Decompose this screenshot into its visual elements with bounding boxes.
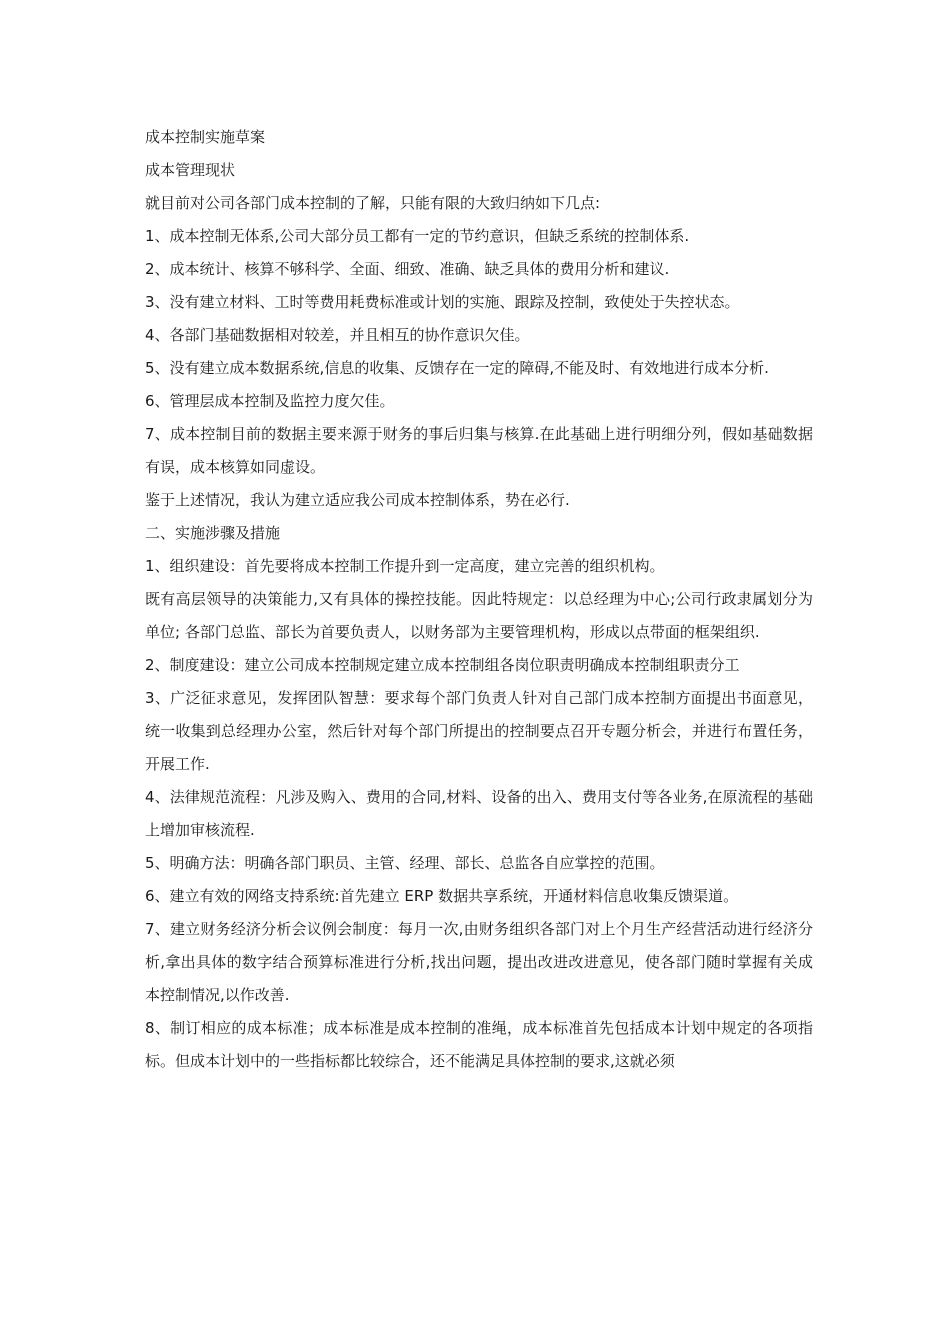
list-item-step-3: 3、广泛征求意见，发挥团队智慧：要求每个部门负责人针对自己部门成本控制方面提出书面意见，统一收集到总经理办公室，然后针对每个部门所提出的控制要点召开专题分析会，并进行布置任务，开展工作. [145,689,813,773]
list-item-step-6: 6、建立有效的网络支持系统:首先建立 ERP 数据共享系统，开通材料信息收集反馈渠道。 [145,887,739,905]
list-item-status-5: 5、没有建立成本数据系统,信息的收集、反馈存在一定的障碍,不能及时、有效地进行成本分析. [145,359,769,377]
section-heading-steps: 二、实施涉骤及措施 [145,524,281,542]
paragraph-step-1-detail: 既有高层领导的决策能力,又有具体的操控技能。因此特规定：以总经理为中心;公司行政隶属划分为单位; 各部门总监、部长为首要负责人，以财务部为主要管理机构，形成以点带面的框架组织. [145,590,813,641]
list-item-status-1: 1、成本控制无体系,公司大部分员工都有一定的节约意识，但缺乏系统的控制体系. [145,227,690,245]
list-item-step-4: 4、法律规范流程：凡涉及购入、费用的合同,材料、设备的出入、费用支付等各业务,在原流程的基础上增加审核流程. [145,788,813,839]
list-item-step-8: 8、制订相应的成本标准；成本标准是成本控制的准绳，成本标准首先包括成本计划中规定的各项指标。但成本计划中的一些指标都比较综合，还不能满足具体控制的要求,这就必须 [145,1019,813,1070]
list-item-step-7: 7、建立财务经济分析会议例会制度：每月一次,由财务组织各部门对上个月生产经营活动进行经济分析,拿出具体的数字结合预算标准进行分析,找出问题，提出改进改进意见，使各部门随时掌握有关成本控制情况,以作改善. [145,920,813,1004]
list-item-status-3: 3、没有建立材料、工时等费用耗费标准或计划的实施、跟踪及控制，致使处于失控状态。 [145,293,740,311]
list-item-status-6: 6、管理层成本控制及监控力度欠佳。 [145,392,395,410]
document-title: 成本控制实施草案 [145,128,266,146]
list-item-step-5: 5、明确方法：明确各部门职员、主管、经理、部长、总监各自应掌控的范围。 [145,854,665,872]
list-item-status-4: 4、各部门基础数据相对较差，并且相互的协作意识欠佳。 [145,326,530,344]
list-item-step-2: 2、制度建设：建立公司成本控制规定建立成本控制组各岗位职责明确成本控制组职责分工 [145,656,740,674]
document-body [145,121,813,1078]
paragraph-conclusion: 鉴于上述情况，我认为建立适应我公司成本控制体系，势在必行. [145,491,570,509]
section-heading-current-status: 成本管理现状 [145,161,236,179]
paragraph-intro: 就目前对公司各部门成本控制的了解，只能有限的大致归纳如下几点: [145,194,601,212]
list-item-status-7: 7、成本控制目前的数据主要来源于财务的事后归集与核算.在此基础上进行明细分列，假如基础数据有误，成本核算如同虚设。 [145,425,813,476]
list-item-status-2: 2、成本统计、核算不够科学、全面、细致、准确、缺乏具体的费用分析和建议. [145,260,670,278]
list-item-step-1: 1、组织建设：首先要将成本控制工作提升到一定高度，建立完善的组织机构。 [145,557,665,575]
